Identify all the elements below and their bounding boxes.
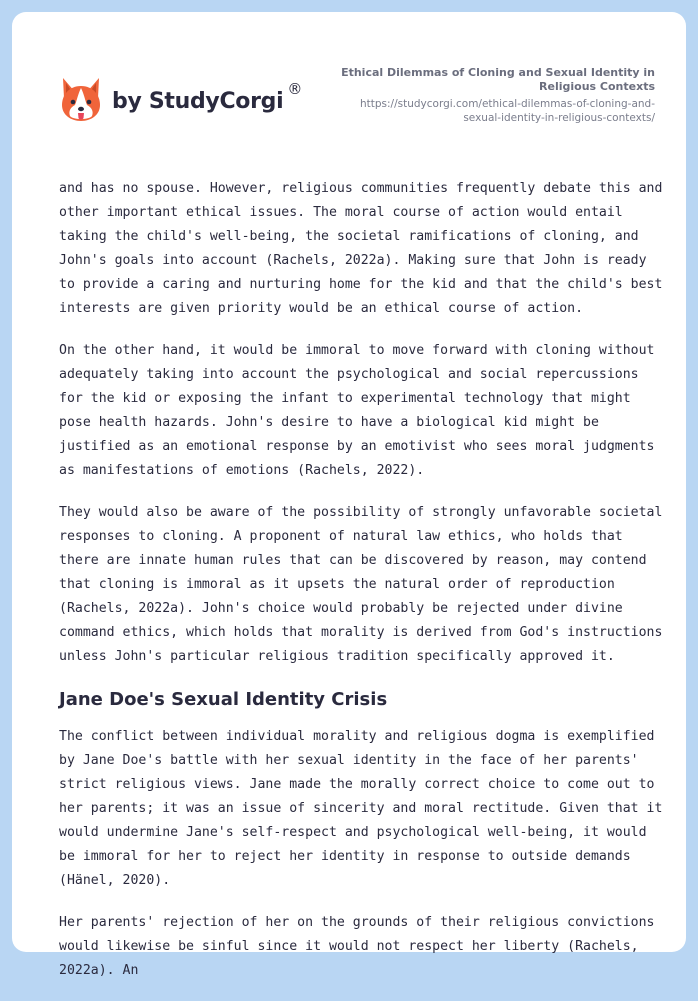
- document-title: Ethical Dilemmas of Cloning and Sexual Identity in Religious Contexts: [341, 66, 655, 93]
- registered-mark: ®: [287, 80, 303, 98]
- body-paragraph: and has no spouse. However, religious communities frequently debate this and other important ethical issues. The moral course of action would entail taking the child's well-being, the societal ramifications of cloning, and John's goals into account (Rachels, 2022a). Making sure that John is ready to provide a caring and nurturing home for the kid and that the child's best interests are given priority would be an ethical course of action.: [59, 181, 663, 316]
- body-paragraph: Her parents' rejection of her on the grounds of their religious convictions would likewise be sinful since it would not respect her liberty (Rachels, 2022a). An: [59, 915, 655, 978]
- document-url[interactable]: https://studycorgi.com/ethical-dilemmas-of-cloning-and-sexual-identity-in-religious-contexts/: [359, 98, 655, 124]
- body-paragraph: They would also be aware of the possibility of strongly unfavorable societal responses to cloning. A proponent of natural law ethics, who holds that there are innate human rules that can be discovered by reason, may contend that cloning is immoral as it upsets the natural order of reproduction (Rachels, 2022a). John's choice would probably be rejected under divine command ethics, which holds that morality is derived from God's instructions unless John's particular religious tradition specifically approved it.: [59, 505, 663, 664]
- page-header: [12, 12, 686, 162]
- body-paragraph: On the other hand, it would be immoral to move forward with cloning without adequately taking into account the psychological and social repercussions for the kid or exposing the infant to experimental technology that might pose health hazards. John's desire to have a biological kid might be justified as an emotional response by an emotivist who sees moral judgments as manifestations of emotions (Rachels, 2022).: [59, 343, 655, 478]
- corgi-logo-icon: [60, 76, 102, 122]
- brand-name: by StudyCorgi: [112, 88, 284, 114]
- studycorgi-logo[interactable]: [60, 76, 302, 122]
- body-paragraph: The conflict between individual morality and religious dogma is exemplified by Jane Doe's battle with her sexual identity in the face of her parents' strict religious views. Jane made the morally correct choice to come out to her parents; it was an issue of sincerity and moral rectitude. Given that it would undermine Jane's self-respect and psychological well-being, it would be immoral for her to reject her identity in response to outside demands (Hänel, 2020).: [59, 729, 663, 888]
- document-body: [59, 177, 663, 1001]
- section-heading: Jane Doe's Sexual Identity Crisis: [59, 689, 388, 710]
- document-page: [12, 12, 686, 978]
- document-meta: [325, 66, 655, 125]
